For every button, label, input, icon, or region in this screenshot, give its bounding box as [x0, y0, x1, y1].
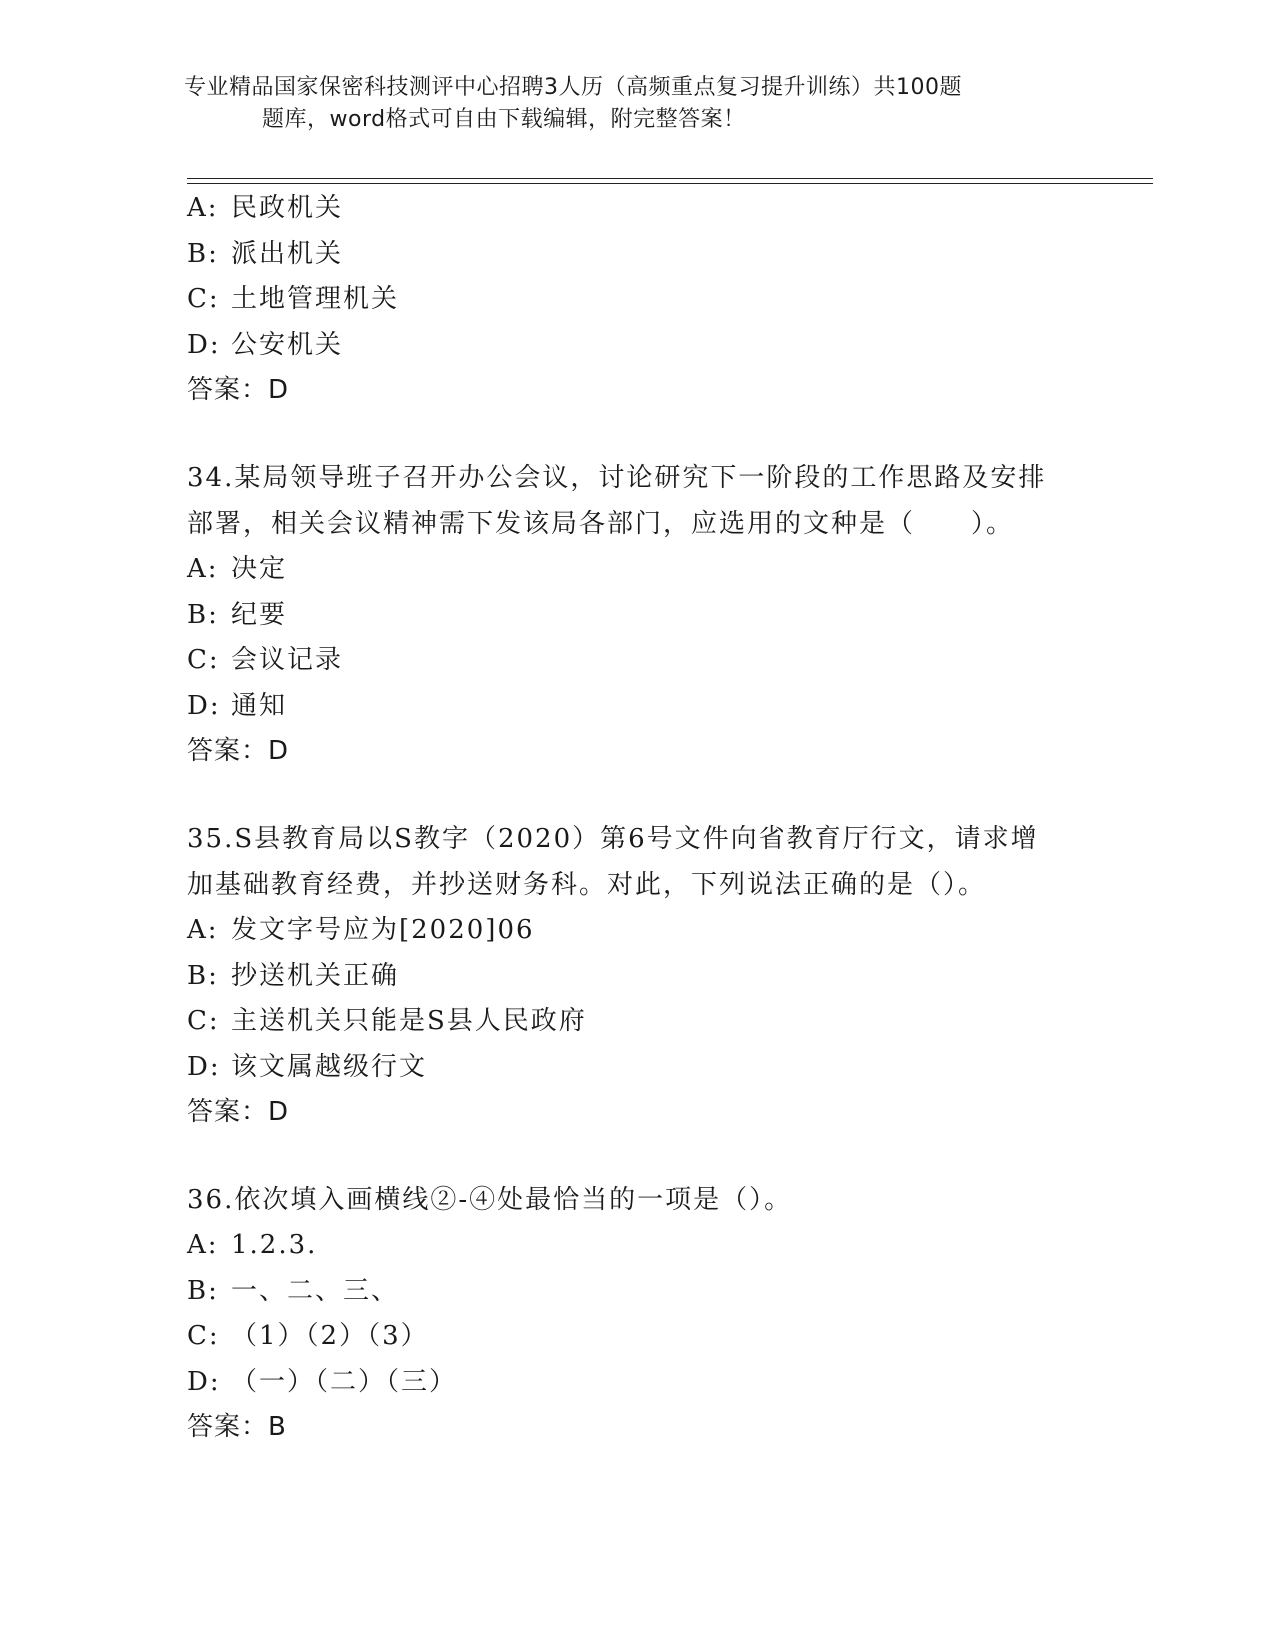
- option-b: B: 纪要: [187, 599, 288, 630]
- question-text-line-2: 加基础教育经费，并抄送财务科。对此，下列说法正确的是（）。: [187, 870, 987, 900]
- option-a: A: 1.2.3.: [187, 1230, 318, 1260]
- option-d: D: 公安机关: [187, 329, 344, 360]
- option-text: 土地管理机关: [231, 284, 400, 314]
- option-text: 1.2.3.: [231, 1230, 318, 1260]
- option-b: B: 一、二、三、: [187, 1275, 400, 1306]
- option-text: （一）（二）（三）: [231, 1366, 458, 1397]
- option-d: D: 通知: [187, 690, 288, 721]
- question-text-line-1: 36.依次填入画横线②-④处最恰当的一项是（）。: [187, 1185, 793, 1215]
- document-header: [184, 72, 1084, 136]
- answer-line: 答案：D: [187, 375, 290, 405]
- option-a: A: 发文字号应为[2020]06: [187, 915, 535, 945]
- option-text: 会议记录: [231, 645, 344, 675]
- option-text: （1）（2）（3）: [231, 1321, 429, 1351]
- option-c: C: 土地管理机关: [187, 284, 400, 314]
- option-d: D: 该文属越级行文: [187, 1051, 428, 1082]
- option-a: A: 民政机关: [187, 193, 344, 223]
- question-text-line-2: 部署，相关会议精神需下发该局各部门，应选用的文种是（ ）。: [187, 509, 1015, 539]
- option-text: 抄送机关正确: [231, 960, 400, 991]
- question-33: [187, 186, 1087, 413]
- header-line-2: 题库，word格式可自由下载编辑，附完整答案！: [262, 107, 746, 132]
- answer-line: 答案：B: [187, 1412, 287, 1442]
- option-d: D: （一）（二）（三）: [187, 1366, 458, 1397]
- option-text: 民政机关: [231, 193, 344, 223]
- option-text: 纪要: [231, 599, 288, 630]
- option-text: 主送机关只能是S县人民政府: [231, 1006, 587, 1036]
- question-35: [187, 816, 1087, 1135]
- option-a: A: 决定: [187, 554, 288, 584]
- question-34: [187, 455, 1087, 774]
- option-c: C: 会议记录: [187, 645, 344, 675]
- option-text: 该文属越级行文: [231, 1051, 428, 1082]
- question-text-line-1: 34.某局领导班子召开办公会议，讨论研究下一阶段的工作思路及安排: [187, 463, 1047, 493]
- question-36: [187, 1177, 1087, 1450]
- header-divider-bottom: [187, 183, 1153, 184]
- option-c: C: （1）（2）（3）: [187, 1321, 429, 1351]
- question-text-line-1: 35.S县教育局以S教字（2020）第6号文件向省教育厅行文，请求增: [187, 824, 1039, 854]
- option-text: 发文字号应为[2020]06: [231, 915, 535, 945]
- answer-line: 答案：D: [187, 736, 290, 766]
- option-b: B: 派出机关: [187, 238, 344, 269]
- option-text: 决定: [231, 554, 288, 584]
- option-text: 一、二、三、: [231, 1275, 400, 1306]
- option-text: 通知: [231, 690, 288, 721]
- header-line-1: 专业精品国家保密科技测评中心招聘3人历（高频重点复习提升训练）共100题: [184, 75, 962, 100]
- answer-line: 答案：D: [187, 1097, 290, 1127]
- header-divider-top: [187, 178, 1153, 179]
- option-text: 公安机关: [231, 329, 344, 360]
- option-text: 派出机关: [231, 238, 344, 269]
- option-c: C: 主送机关只能是S县人民政府: [187, 1006, 587, 1036]
- option-b: B: 抄送机关正确: [187, 960, 400, 991]
- question-list: [187, 186, 1087, 1450]
